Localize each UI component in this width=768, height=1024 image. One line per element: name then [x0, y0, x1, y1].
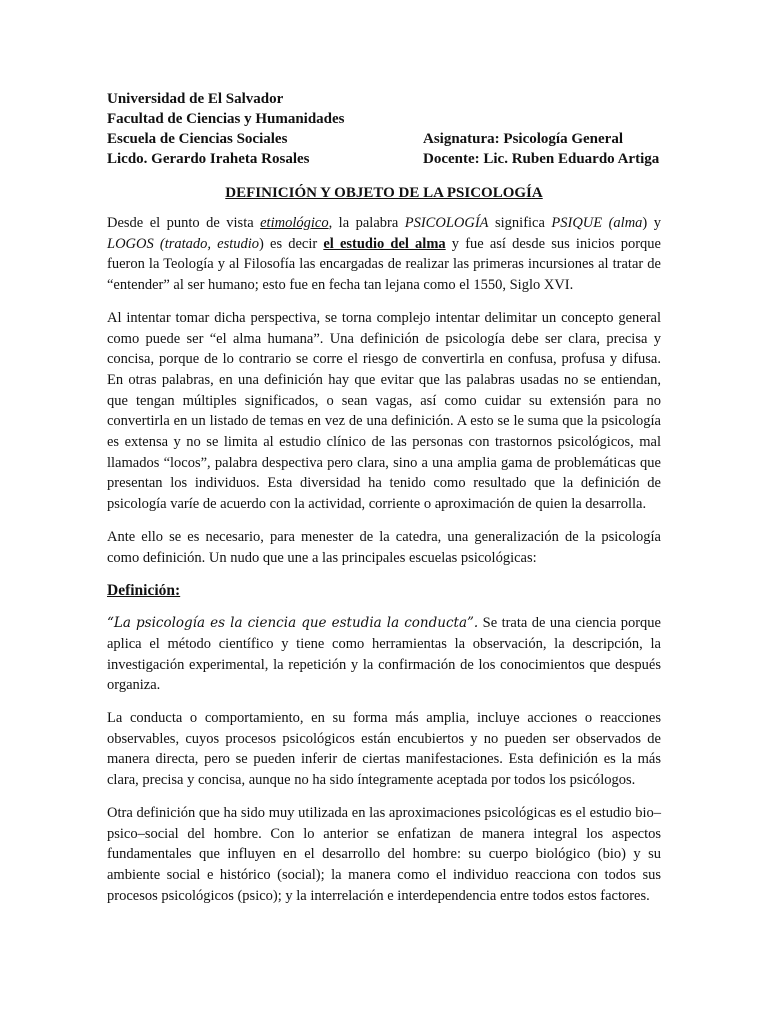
document-page	[107, 89, 661, 918]
paragraph-2: Al intentar tomar dicha perspectiva, se torna complejo intentar delimitar un concepto general como puede ser “el alma humana”. Una definición de psicología debe ser clara, precisa y concisa, porque de lo contrario se corre el riesgo de convertirla en confusa, profusa y difusa. En otras palabras, en una definición hay que evitar que las palabras usadas no se entiendan, que tengan múltiples significados, o sean vagas, así como cuidar su extensión para no convertirla en un listado de temas en vez de una definición. A esto se le suma que la psicología es extensa y no se limita al estudio clínico de las personas con trastornos psicológicos, mal llamados “locos”, palabra despectiva pero clara, sino a una amplia gama de problemáticas que presentan los individuos. Esta diversidad ha tenido como resultado que la definición de psicología varíe de acuerdo con la actividad, corriente o aproximación de quien la desarrolla.	[107, 309, 661, 513]
p1-text-5: ) es decir	[259, 235, 324, 252]
definition-quote: “La psicología es la ciencia que estudia la conducta”.	[107, 615, 479, 632]
definition-heading: Definición:	[107, 582, 181, 600]
school-name: Escuela de Ciencias Sociales	[107, 131, 288, 147]
p1-logos: LOGOS (tratado, estudio	[107, 235, 260, 252]
p1-text-4: ) y	[642, 215, 661, 231]
p1-psicologia: PSICOLOGÍA	[404, 215, 489, 231]
header-row-4	[107, 149, 661, 169]
paragraph-3: Ante ello se es necesario, para menester de la catedra, una generalización de la psicología como definición. Un nudo que une a las principales escuelas psicológicas:	[107, 528, 661, 566]
paragraph-4	[107, 613, 661, 696]
paragraph-6: Otra definición que ha sido muy utilizada en las aproximaciones psicológicas es el estudio bio–psico–social del hombre. Con lo anterior se enfatizan de manera integral los aspectos fundamentales que influyen en el desarrollo del hombre: su cuerpo biológico (bio) y su ambiente social e histórico (social); la manera como el individuo reacciona con todos sus procesos psicológicos (psico); y la interrelación e interdependencia entre todos estos factores.	[107, 804, 661, 904]
p1-text-6: y fue así desde sus inicios porque fueron la Teología y al Filosofía las encargadas de realizar las primeras incursiones al tratar de “entender” al ser humano; esto fue en fecha tan lejana como el 1550, Siglo XVI.	[107, 235, 661, 294]
p1-estudio-alma: el estudio del alma	[323, 235, 446, 252]
subject-name: Asignatura: Psicología General	[423, 131, 623, 147]
document-title: DEFINICIÓN Y OBJETO DE LA PSICOLOGÍA	[225, 185, 543, 201]
author-name: Licdo. Gerardo Iraheta Rosales	[107, 151, 310, 167]
p4-rest: Se trata de una ciencia porque aplica el método científico y tiene como herramientas la observación, la descripción, la investigación experimental, la repetición y la confirmación de los conocimientos que después organiza.	[107, 615, 661, 694]
p1-text-3: significa	[488, 215, 552, 231]
p1-psique: PSIQUE (alma	[551, 215, 643, 231]
header-row-2	[107, 109, 661, 129]
document-header	[107, 89, 661, 169]
header-row-3	[107, 129, 661, 149]
p1-text-1: Desde el punto de vista	[107, 215, 261, 231]
p1-text-2: , la palabra	[328, 215, 405, 231]
paragraph-1	[107, 213, 661, 296]
header-row-1	[107, 89, 661, 109]
university-name: Universidad de El Salvador	[107, 91, 284, 107]
paragraph-5: La conducta o comportamiento, en su forma más amplia, incluye acciones o reacciones observables, cuyos procesos psicológicos están encubiertos y no pueden ser observados de manera directa, pero se pueden inferir de ciertas manifestaciones. Esta definición es la más clara, precisa y concisa, aunque no ha sido íntegramente aceptada por todos los psicólogos.	[107, 710, 661, 789]
faculty-name: Facultad de Ciencias y Humanidades	[107, 111, 345, 127]
p1-etimologico: etimológico	[260, 215, 329, 231]
teacher-name: Docente: Lic. Ruben Eduardo Artiga	[423, 151, 660, 167]
